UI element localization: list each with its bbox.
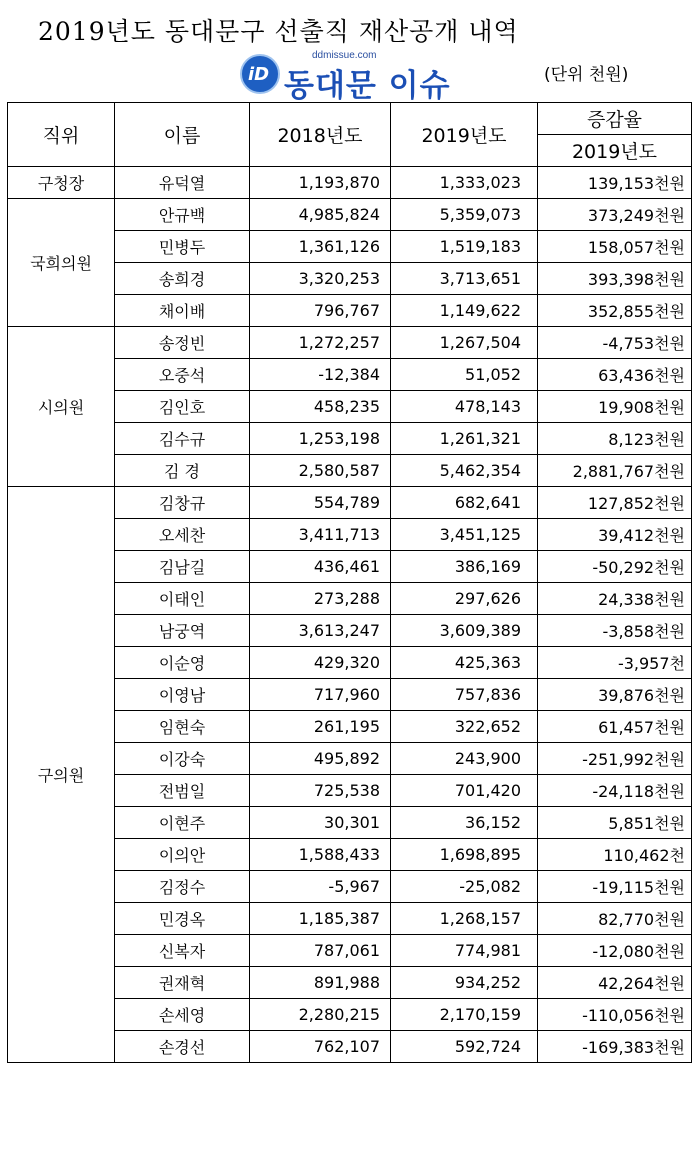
name-cell: 임현숙 xyxy=(115,711,250,743)
value-2019-cell: 682,641 xyxy=(391,487,538,519)
header-2019: 2019년도 xyxy=(391,103,538,167)
position-cell: 구청장 xyxy=(8,167,115,199)
name-cell: 채이배 xyxy=(115,295,250,327)
value-2019-cell: 297,626 xyxy=(391,583,538,615)
logo-site-text: ddmissue.com xyxy=(312,50,377,61)
change-cell: -169,383천원 xyxy=(538,1031,692,1063)
asset-table xyxy=(7,102,692,1063)
header-change: 증감율 xyxy=(538,103,692,135)
position-cell: 구의원 xyxy=(8,487,115,1063)
change-cell: -19,115천원 xyxy=(538,871,692,903)
name-cell: 송정빈 xyxy=(115,327,250,359)
logo-name: 동대문 이슈 xyxy=(284,68,451,104)
change-cell: 39,412천원 xyxy=(538,519,692,551)
change-cell: 393,398천원 xyxy=(538,263,692,295)
name-cell: 오중석 xyxy=(115,359,250,391)
name-cell: 민경옥 xyxy=(115,903,250,935)
value-2018-cell: 1,272,257 xyxy=(250,327,391,359)
value-2018-cell: 891,988 xyxy=(250,967,391,999)
header-2018: 2018년도 xyxy=(250,103,391,167)
name-cell: 이영남 xyxy=(115,679,250,711)
value-2018-cell: 796,767 xyxy=(250,295,391,327)
value-2019-cell: 478,143 xyxy=(391,391,538,423)
name-cell: 이순영 xyxy=(115,647,250,679)
name-cell: 권재혁 xyxy=(115,967,250,999)
header-name: 이름 xyxy=(115,103,250,167)
change-cell: 158,057천원 xyxy=(538,231,692,263)
value-2019-cell: 1,333,023 xyxy=(391,167,538,199)
value-2019-cell: 36,152 xyxy=(391,807,538,839)
value-2019-cell: -25,082 xyxy=(391,871,538,903)
change-cell: -12,080천원 xyxy=(538,935,692,967)
value-2019-cell: 1,698,895 xyxy=(391,839,538,871)
header-change-sub: 2019년도 xyxy=(538,135,692,167)
value-2019-cell: 934,252 xyxy=(391,967,538,999)
value-2019-cell: 5,359,073 xyxy=(391,199,538,231)
change-cell: 42,264천원 xyxy=(538,967,692,999)
logo-mark-icon: iD xyxy=(240,54,280,94)
value-2018-cell: 787,061 xyxy=(250,935,391,967)
name-cell: 손세영 xyxy=(115,999,250,1031)
header-position: 직위 xyxy=(8,103,115,167)
value-2018-cell: 717,960 xyxy=(250,679,391,711)
position-cell: 국희의원 xyxy=(8,199,115,327)
page-title: 2019년도 동대문구 선출직 재산공개 내역 xyxy=(38,17,519,46)
name-cell: 김창규 xyxy=(115,487,250,519)
name-cell: 유덕열 xyxy=(115,167,250,199)
change-cell: 8,123천원 xyxy=(538,423,692,455)
change-cell: -3,957천 xyxy=(538,647,692,679)
value-2018-cell: 3,411,713 xyxy=(250,519,391,551)
value-2018-cell: 1,193,870 xyxy=(250,167,391,199)
name-cell: 손경선 xyxy=(115,1031,250,1063)
name-cell: 오세찬 xyxy=(115,519,250,551)
name-cell: 김인호 xyxy=(115,391,250,423)
value-2018-cell: 725,538 xyxy=(250,775,391,807)
value-2019-cell: 592,724 xyxy=(391,1031,538,1063)
value-2018-cell: 495,892 xyxy=(250,743,391,775)
name-cell: 이태인 xyxy=(115,583,250,615)
value-2019-cell: 1,268,157 xyxy=(391,903,538,935)
change-cell: 39,876천원 xyxy=(538,679,692,711)
value-2019-cell: 3,451,125 xyxy=(391,519,538,551)
table-row xyxy=(8,199,692,231)
value-2018-cell: 1,253,198 xyxy=(250,423,391,455)
value-2019-cell: 1,261,321 xyxy=(391,423,538,455)
change-cell: 352,855천원 xyxy=(538,295,692,327)
value-2019-cell: 2,170,159 xyxy=(391,999,538,1031)
value-2019-cell: 1,267,504 xyxy=(391,327,538,359)
change-cell: 110,462천 xyxy=(538,839,692,871)
value-2019-cell: 3,609,389 xyxy=(391,615,538,647)
name-cell: 남궁역 xyxy=(115,615,250,647)
value-2019-cell: 3,713,651 xyxy=(391,263,538,295)
table-body xyxy=(8,167,692,1063)
value-2018-cell: 261,195 xyxy=(250,711,391,743)
value-2018-cell: 1,185,387 xyxy=(250,903,391,935)
value-2018-cell: 3,613,247 xyxy=(250,615,391,647)
change-cell: 61,457천원 xyxy=(538,711,692,743)
value-2018-cell: 2,280,215 xyxy=(250,999,391,1031)
name-cell: 민병두 xyxy=(115,231,250,263)
value-2019-cell: 1,149,622 xyxy=(391,295,538,327)
name-cell: 이강숙 xyxy=(115,743,250,775)
change-cell: 63,436천원 xyxy=(538,359,692,391)
value-2018-cell: 2,580,587 xyxy=(250,455,391,487)
value-2019-cell: 701,420 xyxy=(391,775,538,807)
change-cell: 24,338천원 xyxy=(538,583,692,615)
change-cell: 127,852천원 xyxy=(538,487,692,519)
table-row xyxy=(8,487,692,519)
position-cell: 시의원 xyxy=(8,327,115,487)
change-cell: 139,153천원 xyxy=(538,167,692,199)
value-2018-cell: 4,985,824 xyxy=(250,199,391,231)
name-cell: 김 경 xyxy=(115,455,250,487)
name-cell: 신복자 xyxy=(115,935,250,967)
value-2019-cell: 1,519,183 xyxy=(391,231,538,263)
value-2018-cell: 554,789 xyxy=(250,487,391,519)
name-cell: 김수규 xyxy=(115,423,250,455)
value-2019-cell: 425,363 xyxy=(391,647,538,679)
value-2018-cell: 273,288 xyxy=(250,583,391,615)
value-2018-cell: 429,320 xyxy=(250,647,391,679)
value-2018-cell: 3,320,253 xyxy=(250,263,391,295)
change-cell: -251,992천원 xyxy=(538,743,692,775)
value-2018-cell: 1,361,126 xyxy=(250,231,391,263)
name-cell: 이현주 xyxy=(115,807,250,839)
change-cell: -50,292천원 xyxy=(538,551,692,583)
table-row xyxy=(8,327,692,359)
table-row xyxy=(8,167,692,199)
name-cell: 김남길 xyxy=(115,551,250,583)
value-2018-cell: 436,461 xyxy=(250,551,391,583)
value-2019-cell: 774,981 xyxy=(391,935,538,967)
value-2018-cell: -5,967 xyxy=(250,871,391,903)
change-cell: 19,908천원 xyxy=(538,391,692,423)
value-2019-cell: 757,836 xyxy=(391,679,538,711)
change-cell: -3,858천원 xyxy=(538,615,692,647)
value-2019-cell: 5,462,354 xyxy=(391,455,538,487)
name-cell: 전범일 xyxy=(115,775,250,807)
change-cell: 5,851천원 xyxy=(538,807,692,839)
change-cell: -110,056천원 xyxy=(538,999,692,1031)
value-2019-cell: 386,169 xyxy=(391,551,538,583)
value-2018-cell: 30,301 xyxy=(250,807,391,839)
change-cell: 2,881,767천원 xyxy=(538,455,692,487)
name-cell: 이의안 xyxy=(115,839,250,871)
value-2018-cell: 1,588,433 xyxy=(250,839,391,871)
site-logo xyxy=(240,50,470,104)
value-2019-cell: 322,652 xyxy=(391,711,538,743)
change-cell: -4,753천원 xyxy=(538,327,692,359)
value-2018-cell: 458,235 xyxy=(250,391,391,423)
value-2019-cell: 51,052 xyxy=(391,359,538,391)
value-2019-cell: 243,900 xyxy=(391,743,538,775)
unit-note: (단위 천원) xyxy=(544,65,629,85)
change-cell: 373,249천원 xyxy=(538,199,692,231)
name-cell: 안규백 xyxy=(115,199,250,231)
name-cell: 김정수 xyxy=(115,871,250,903)
change-cell: 82,770천원 xyxy=(538,903,692,935)
name-cell: 송희경 xyxy=(115,263,250,295)
value-2018-cell: -12,384 xyxy=(250,359,391,391)
change-cell: -24,118천원 xyxy=(538,775,692,807)
value-2018-cell: 762,107 xyxy=(250,1031,391,1063)
